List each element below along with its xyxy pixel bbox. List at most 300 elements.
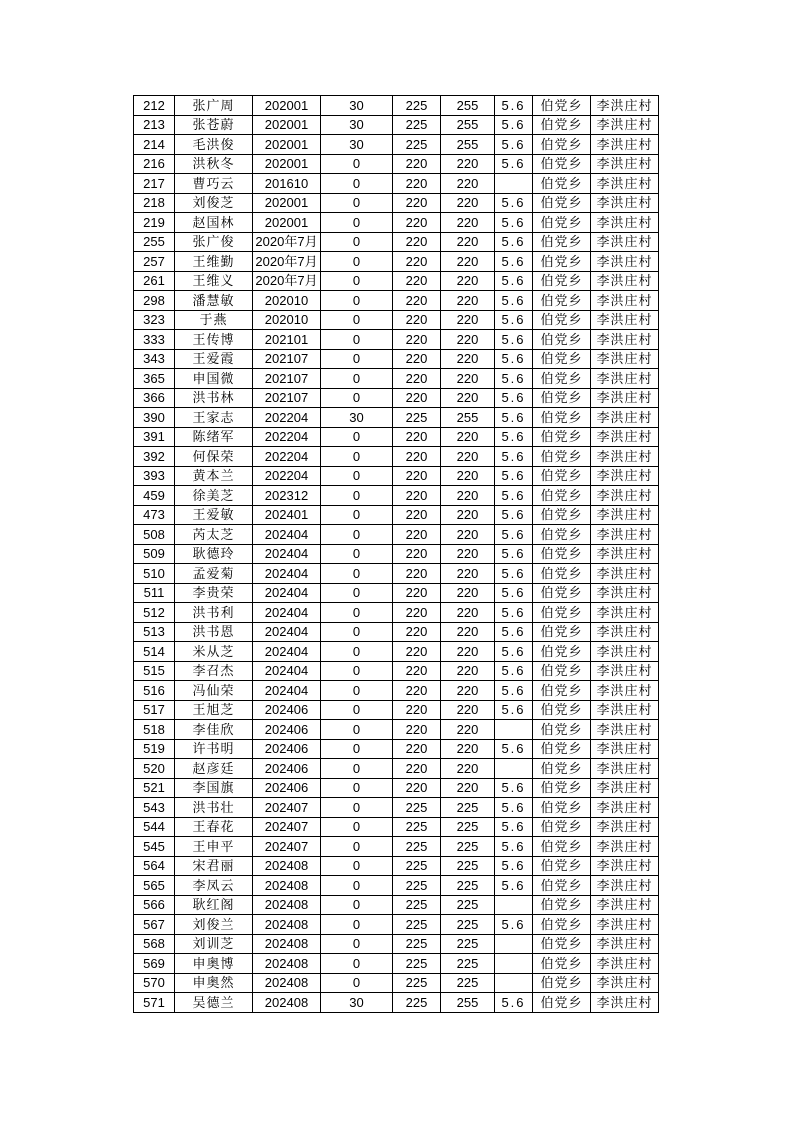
- table-cell: 570: [134, 973, 175, 993]
- table-cell: 伯党乡: [533, 213, 591, 233]
- table-cell: 0: [321, 739, 393, 759]
- table-cell: 伯党乡: [533, 700, 591, 720]
- table-cell: 0: [321, 193, 393, 213]
- table-cell: 565: [134, 876, 175, 896]
- table-cell: 耿红阁: [175, 895, 253, 915]
- table-cell: 220: [393, 778, 441, 798]
- table-cell: 0: [321, 349, 393, 369]
- table-cell: 566: [134, 895, 175, 915]
- table-cell: 伯党乡: [533, 408, 591, 428]
- table-cell: 567: [134, 915, 175, 935]
- table-cell: 于燕: [175, 310, 253, 330]
- table-cell: 王爱敏: [175, 505, 253, 525]
- table-cell: 225: [393, 876, 441, 896]
- table-cell: 220: [441, 252, 495, 272]
- table-cell: 220: [441, 291, 495, 311]
- table-cell: 5.6: [495, 993, 533, 1013]
- table-cell: 220: [441, 330, 495, 350]
- table-cell: 5.6: [495, 661, 533, 681]
- table-cell: 569: [134, 954, 175, 974]
- table-cell: 202312: [253, 486, 321, 506]
- table-cell: 伯党乡: [533, 135, 591, 155]
- table-cell: 225: [393, 895, 441, 915]
- table-cell: 0: [321, 681, 393, 701]
- table-cell: 李洪庄村: [591, 135, 659, 155]
- table-cell: 刘训芝: [175, 934, 253, 954]
- table-cell: 202406: [253, 778, 321, 798]
- table-cell: 伯党乡: [533, 154, 591, 174]
- table-cell: 202404: [253, 642, 321, 662]
- table-cell: 220: [441, 193, 495, 213]
- table-cell: 伯党乡: [533, 778, 591, 798]
- table-cell: 王维勤: [175, 252, 253, 272]
- table-cell: 5.6: [495, 349, 533, 369]
- table-cell: 225: [393, 934, 441, 954]
- table-cell: 257: [134, 252, 175, 272]
- table-cell: 伯党乡: [533, 369, 591, 389]
- table-cell: 伯党乡: [533, 349, 591, 369]
- table-cell: 伯党乡: [533, 895, 591, 915]
- table-cell: 伯党乡: [533, 993, 591, 1013]
- table-cell: 5.6: [495, 876, 533, 896]
- table-cell: 李佳欣: [175, 720, 253, 740]
- table-cell: 5.6: [495, 271, 533, 291]
- table-cell: 220: [393, 369, 441, 389]
- table-cell: 202406: [253, 720, 321, 740]
- table-cell: 220: [441, 564, 495, 584]
- table-cell: 0: [321, 427, 393, 447]
- table-cell: 5.6: [495, 603, 533, 623]
- table-row: [134, 232, 659, 252]
- table-cell: 李洪庄村: [591, 720, 659, 740]
- table-cell: 225: [393, 115, 441, 135]
- table-cell: 220: [441, 466, 495, 486]
- table-cell: 220: [393, 252, 441, 272]
- table-cell: 伯党乡: [533, 193, 591, 213]
- table-cell: 217: [134, 174, 175, 194]
- table-cell: 0: [321, 817, 393, 837]
- table-cell: 伯党乡: [533, 642, 591, 662]
- table-cell: 伯党乡: [533, 954, 591, 974]
- table-cell: 544: [134, 817, 175, 837]
- table-cell: 225: [393, 915, 441, 935]
- table-cell: 王旭芝: [175, 700, 253, 720]
- table-cell: 366: [134, 388, 175, 408]
- data-table: [133, 95, 659, 1013]
- table-cell: 220: [393, 564, 441, 584]
- table-cell: 李洪庄村: [591, 96, 659, 116]
- table-cell: 刘俊兰: [175, 915, 253, 935]
- table-cell: 220: [441, 427, 495, 447]
- table-cell: 220: [441, 544, 495, 564]
- table-cell: 李洪庄村: [591, 876, 659, 896]
- table-cell: 伯党乡: [533, 427, 591, 447]
- table-row: [134, 369, 659, 389]
- table-cell: 515: [134, 661, 175, 681]
- table-cell: 李洪庄村: [591, 466, 659, 486]
- table-row: [134, 603, 659, 623]
- table-cell: 218: [134, 193, 175, 213]
- table-cell: 伯党乡: [533, 174, 591, 194]
- table-cell: 220: [393, 700, 441, 720]
- table-cell: 220: [441, 505, 495, 525]
- table-cell: 李洪庄村: [591, 291, 659, 311]
- table-row: [134, 544, 659, 564]
- table-cell: [495, 895, 533, 915]
- table-cell: 5.6: [495, 154, 533, 174]
- table-cell: 5.6: [495, 544, 533, 564]
- table-cell: 李洪庄村: [591, 856, 659, 876]
- table-cell: 5.6: [495, 915, 533, 935]
- table-cell: 255: [441, 993, 495, 1013]
- table-cell: 赵国林: [175, 213, 253, 233]
- table-cell: 洪书壮: [175, 798, 253, 818]
- table-cell: 李洪庄村: [591, 993, 659, 1013]
- table-cell: 220: [393, 622, 441, 642]
- table-cell: 5.6: [495, 466, 533, 486]
- table-row: [134, 661, 659, 681]
- table-cell: 0: [321, 778, 393, 798]
- table-row: [134, 291, 659, 311]
- table-cell: 米从芝: [175, 642, 253, 662]
- table-cell: 212: [134, 96, 175, 116]
- table-cell: 220: [441, 700, 495, 720]
- table-cell: 伯党乡: [533, 661, 591, 681]
- table-cell: 李洪庄村: [591, 798, 659, 818]
- table-cell: 391: [134, 427, 175, 447]
- table-cell: 李洪庄村: [591, 544, 659, 564]
- table-cell: 伯党乡: [533, 973, 591, 993]
- table-cell: 伯党乡: [533, 856, 591, 876]
- table-cell: 220: [393, 739, 441, 759]
- table-cell: 5.6: [495, 447, 533, 467]
- table-cell: 202401: [253, 505, 321, 525]
- table-cell: 伯党乡: [533, 759, 591, 779]
- table-cell: 李洪庄村: [591, 427, 659, 447]
- table-cell: 徐美芝: [175, 486, 253, 506]
- table-cell: 0: [321, 973, 393, 993]
- table-cell: 202408: [253, 876, 321, 896]
- table-row: [134, 193, 659, 213]
- table-cell: 0: [321, 798, 393, 818]
- table-cell: 5.6: [495, 310, 533, 330]
- table-cell: 225: [393, 993, 441, 1013]
- table-cell: 255: [441, 135, 495, 155]
- table-cell: 508: [134, 525, 175, 545]
- table-cell: 202404: [253, 583, 321, 603]
- table-row: [134, 700, 659, 720]
- table-cell: 0: [321, 447, 393, 467]
- table-cell: 0: [321, 876, 393, 896]
- table-cell: 202408: [253, 973, 321, 993]
- table-cell: 5.6: [495, 642, 533, 662]
- table-cell: 202408: [253, 915, 321, 935]
- table-cell: 519: [134, 739, 175, 759]
- table-row: [134, 174, 659, 194]
- table-cell: 王爱霞: [175, 349, 253, 369]
- table-cell: 2020年7月: [253, 232, 321, 252]
- table-cell: 5.6: [495, 817, 533, 837]
- table-cell: 220: [441, 739, 495, 759]
- table-cell: 李洪庄村: [591, 681, 659, 701]
- table-cell: 宋君丽: [175, 856, 253, 876]
- table-cell: 赵彦廷: [175, 759, 253, 779]
- table-cell: 耿德玲: [175, 544, 253, 564]
- table-row: [134, 486, 659, 506]
- table-cell: 李洪庄村: [591, 213, 659, 233]
- table-cell: 220: [393, 466, 441, 486]
- table-cell: 202404: [253, 622, 321, 642]
- table-cell: 伯党乡: [533, 388, 591, 408]
- table-cell: 0: [321, 291, 393, 311]
- table-cell: 392: [134, 447, 175, 467]
- table-cell: 225: [393, 973, 441, 993]
- table-cell: 225: [441, 817, 495, 837]
- table-row: [134, 993, 659, 1013]
- table-cell: 0: [321, 583, 393, 603]
- table-cell: 220: [393, 154, 441, 174]
- table-cell: 365: [134, 369, 175, 389]
- table-cell: 225: [393, 837, 441, 857]
- table-cell: 202107: [253, 349, 321, 369]
- table-cell: 伯党乡: [533, 271, 591, 291]
- table-row: [134, 135, 659, 155]
- table-cell: 30: [321, 115, 393, 135]
- table-cell: 5.6: [495, 778, 533, 798]
- table-cell: [495, 720, 533, 740]
- table-cell: 202001: [253, 135, 321, 155]
- table-cell: 220: [441, 310, 495, 330]
- table-cell: 0: [321, 525, 393, 545]
- table-cell: 0: [321, 759, 393, 779]
- table-cell: 520: [134, 759, 175, 779]
- table-cell: 曹巧云: [175, 174, 253, 194]
- table-cell: 5.6: [495, 583, 533, 603]
- table-cell: 220: [441, 271, 495, 291]
- table-cell: 2020年7月: [253, 271, 321, 291]
- table-cell: 伯党乡: [533, 96, 591, 116]
- table-cell: 5.6: [495, 135, 533, 155]
- table-cell: 225: [441, 954, 495, 974]
- table-cell: 220: [441, 174, 495, 194]
- table-cell: 202407: [253, 817, 321, 837]
- table-cell: 李召杰: [175, 661, 253, 681]
- table-row: [134, 837, 659, 857]
- table-cell: 511: [134, 583, 175, 603]
- table-cell: 220: [441, 622, 495, 642]
- table-cell: 王家志: [175, 408, 253, 428]
- table-cell: 5.6: [495, 408, 533, 428]
- table-cell: 220: [393, 213, 441, 233]
- table-cell: 220: [441, 232, 495, 252]
- table-cell: 洪书恩: [175, 622, 253, 642]
- table-cell: 202204: [253, 408, 321, 428]
- table-cell: 0: [321, 915, 393, 935]
- table-cell: 30: [321, 135, 393, 155]
- table-cell: 255: [134, 232, 175, 252]
- table-cell: 李洪庄村: [591, 447, 659, 467]
- table-cell: 220: [393, 232, 441, 252]
- table-cell: 298: [134, 291, 175, 311]
- table-cell: 220: [393, 349, 441, 369]
- table-cell: 0: [321, 895, 393, 915]
- table-cell: 李洪庄村: [591, 700, 659, 720]
- table-cell: 2020年7月: [253, 252, 321, 272]
- table-cell: 李洪庄村: [591, 759, 659, 779]
- table-cell: 202010: [253, 291, 321, 311]
- table-cell: 5.6: [495, 622, 533, 642]
- table-cell: 393: [134, 466, 175, 486]
- table-cell: 5.6: [495, 232, 533, 252]
- table-cell: 伯党乡: [533, 115, 591, 135]
- table-cell: 申奥博: [175, 954, 253, 974]
- table-cell: 0: [321, 954, 393, 974]
- table-cell: 202404: [253, 603, 321, 623]
- table-row: [134, 681, 659, 701]
- table-cell: [495, 174, 533, 194]
- table-cell: 洪秋冬: [175, 154, 253, 174]
- table-row: [134, 934, 659, 954]
- table-cell: 225: [393, 798, 441, 818]
- table-cell: 伯党乡: [533, 681, 591, 701]
- table-cell: 申奥然: [175, 973, 253, 993]
- table-cell: 0: [321, 934, 393, 954]
- table-cell: 202001: [253, 193, 321, 213]
- table-row: [134, 213, 659, 233]
- table-cell: 李洪庄村: [591, 310, 659, 330]
- table-cell: 220: [441, 369, 495, 389]
- table-cell: 521: [134, 778, 175, 798]
- table-cell: 202404: [253, 681, 321, 701]
- table-cell: [495, 934, 533, 954]
- table-row: [134, 115, 659, 135]
- table-cell: 333: [134, 330, 175, 350]
- table-cell: 220: [393, 310, 441, 330]
- table-cell: 何保荣: [175, 447, 253, 467]
- table-cell: 220: [441, 349, 495, 369]
- table-cell: 5.6: [495, 798, 533, 818]
- table-cell: 0: [321, 720, 393, 740]
- table-row: [134, 330, 659, 350]
- table-cell: 255: [441, 115, 495, 135]
- table-cell: 225: [393, 408, 441, 428]
- table-cell: 220: [441, 486, 495, 506]
- table-cell: 申国微: [175, 369, 253, 389]
- table-cell: 225: [393, 96, 441, 116]
- table-cell: 李洪庄村: [591, 564, 659, 584]
- table-cell: 5.6: [495, 115, 533, 135]
- table-cell: 5.6: [495, 291, 533, 311]
- table-cell: 伯党乡: [533, 486, 591, 506]
- table-cell: 202408: [253, 993, 321, 1013]
- table-cell: 225: [393, 135, 441, 155]
- table-cell: 李洪庄村: [591, 603, 659, 623]
- table-cell: 5.6: [495, 739, 533, 759]
- table-cell: 伯党乡: [533, 915, 591, 935]
- table-cell: 202404: [253, 564, 321, 584]
- table-cell: 514: [134, 642, 175, 662]
- table-cell: 30: [321, 96, 393, 116]
- table-cell: 0: [321, 622, 393, 642]
- table-cell: 伯党乡: [533, 564, 591, 584]
- table-cell: 202010: [253, 310, 321, 330]
- table-cell: 李洪庄村: [591, 388, 659, 408]
- table-cell: 202407: [253, 798, 321, 818]
- table-row: [134, 408, 659, 428]
- table-row: [134, 895, 659, 915]
- table-cell: 564: [134, 856, 175, 876]
- table-cell: 214: [134, 135, 175, 155]
- table-cell: 李洪庄村: [591, 622, 659, 642]
- table-cell: 潘慧敏: [175, 291, 253, 311]
- table-cell: 李洪庄村: [591, 817, 659, 837]
- table-cell: 220: [393, 388, 441, 408]
- table-row: [134, 466, 659, 486]
- table-row: [134, 505, 659, 525]
- table-cell: 202408: [253, 954, 321, 974]
- table-row: [134, 973, 659, 993]
- table-cell: 220: [393, 193, 441, 213]
- table-cell: 李洪庄村: [591, 915, 659, 935]
- table-cell: 220: [393, 291, 441, 311]
- table-cell: 202404: [253, 525, 321, 545]
- table-cell: 0: [321, 154, 393, 174]
- table-cell: 冯仙荣: [175, 681, 253, 701]
- table-cell: 王申平: [175, 837, 253, 857]
- table-cell: 李洪庄村: [591, 778, 659, 798]
- table-cell: 5.6: [495, 330, 533, 350]
- table-cell: 202204: [253, 427, 321, 447]
- table-cell: 5.6: [495, 700, 533, 720]
- table-cell: 伯党乡: [533, 466, 591, 486]
- table-cell: 陈绪军: [175, 427, 253, 447]
- table-cell: 0: [321, 330, 393, 350]
- table-cell: 202001: [253, 154, 321, 174]
- table-cell: 202204: [253, 466, 321, 486]
- table-cell: 473: [134, 505, 175, 525]
- table-cell: 王春花: [175, 817, 253, 837]
- table-cell: 220: [393, 661, 441, 681]
- table-cell: 220: [393, 427, 441, 447]
- table-cell: 伯党乡: [533, 837, 591, 857]
- table-cell: 225: [441, 973, 495, 993]
- table-cell: 202001: [253, 96, 321, 116]
- table-cell: [495, 759, 533, 779]
- table-cell: 220: [441, 642, 495, 662]
- table-cell: 0: [321, 856, 393, 876]
- table-row: [134, 817, 659, 837]
- table-cell: 李洪庄村: [591, 369, 659, 389]
- table-cell: 220: [441, 213, 495, 233]
- table-cell: 5.6: [495, 525, 533, 545]
- table-cell: 孟爱菊: [175, 564, 253, 584]
- table-row: [134, 720, 659, 740]
- table-cell: 225: [441, 915, 495, 935]
- table-row: [134, 759, 659, 779]
- table-cell: 李洪庄村: [591, 330, 659, 350]
- table-cell: 568: [134, 934, 175, 954]
- table-cell: 202408: [253, 895, 321, 915]
- table-row: [134, 271, 659, 291]
- table-cell: 220: [393, 642, 441, 662]
- table-row: [134, 954, 659, 974]
- table-cell: 李洪庄村: [591, 934, 659, 954]
- table-cell: 李洪庄村: [591, 505, 659, 525]
- table-row: [134, 915, 659, 935]
- table-cell: 0: [321, 174, 393, 194]
- table-cell: 芮太芝: [175, 525, 253, 545]
- table-cell: 伯党乡: [533, 603, 591, 623]
